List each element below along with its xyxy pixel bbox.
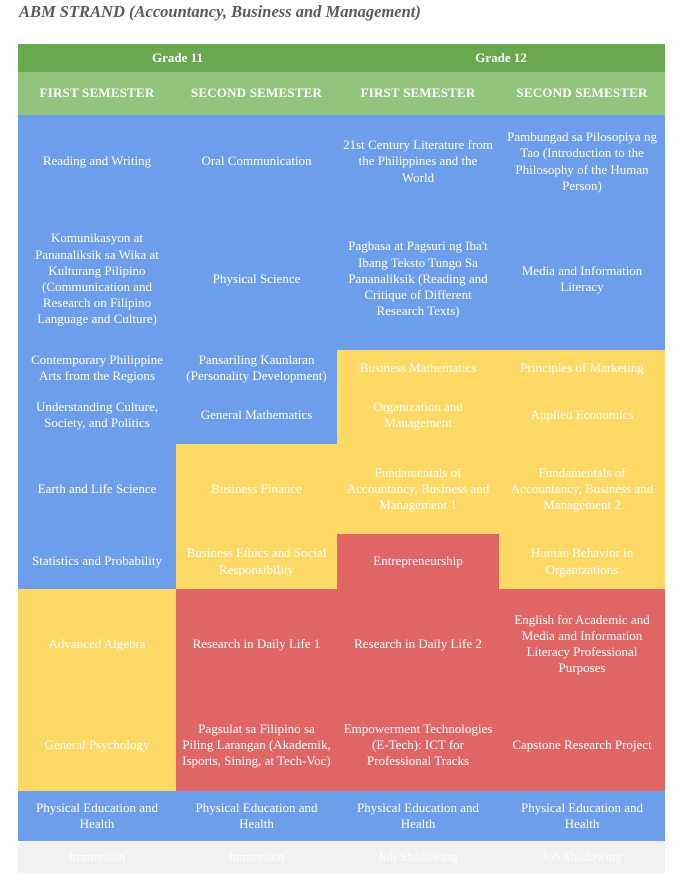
- semester-header: SECOND SEMESTER: [499, 72, 665, 115]
- grade-header-row: [18, 44, 665, 72]
- grade-12-header: Grade 12: [337, 44, 665, 72]
- subject-cell: Reading and Writing: [18, 115, 176, 208]
- subject-cell: General Psychology: [18, 699, 176, 791]
- grade-11-header: Grade 11: [18, 44, 337, 72]
- subject-cell: Business Finance: [176, 444, 337, 534]
- semester-header: SECOND SEMESTER: [176, 72, 337, 115]
- subject-cell: 21st Century Literature from the Philippines and the World: [337, 115, 499, 208]
- subject-cell: Pagsulat sa Filipino sa Piling Larangan (Akademik, Isports, Sining, at Tech-Voc): [176, 699, 337, 791]
- subject-row: [18, 208, 665, 350]
- curriculum-table: [18, 44, 665, 873]
- subject-cell: Physical Education and Health: [176, 791, 337, 841]
- subject-cell: Business Mathematics: [337, 350, 499, 386]
- subject-row: [18, 699, 665, 791]
- subject-cell: Physical Education and Health: [18, 791, 176, 841]
- subject-cell: Understanding Culture, Society, and Politics: [18, 386, 176, 444]
- subject-cell: Human Behavior in Organizations: [499, 534, 665, 589]
- subject-cell: Organization and Management: [337, 386, 499, 444]
- subject-cell: Fundamentals of Accountancy, Business and Management 1: [337, 444, 499, 534]
- subject-cell: Pagbasa at Pagsuri ng Iba't Ibang Teksto Tungo Sa Pananaliksik (Reading and Critique of Different Research Texts): [337, 208, 499, 350]
- subject-cell: Physical Education and Health: [337, 791, 499, 841]
- subject-cell: Research in Daily Life 1: [176, 589, 337, 699]
- subject-cell: Contemporary Philippine Arts from the Regions: [18, 350, 176, 386]
- subject-cell: Entrepreneurship: [337, 534, 499, 589]
- subject-row: [18, 350, 665, 386]
- subject-row: [18, 791, 665, 841]
- subject-cell: Komunikasyon at Pananaliksik sa Wika at Kulturang Pilipino (Communication and Research on Filipino Language and Culture): [18, 208, 176, 350]
- subject-cell: Applied Economics: [499, 386, 665, 444]
- subject-cell: Principles of Marketing: [499, 350, 665, 386]
- subject-cell: Oral Communication: [176, 115, 337, 208]
- subject-cell: Research in Daily Life 2: [337, 589, 499, 699]
- subject-row: [18, 115, 665, 208]
- subject-row: [18, 386, 665, 444]
- subject-cell: Business Ethics and Social Responsibility: [176, 534, 337, 589]
- subject-cell: Earth and Life Science: [18, 444, 176, 534]
- subject-cell: Empowerment Technologies (E-Tech): ICT for Professional Tracks: [337, 699, 499, 791]
- subject-cell: Capstone Research Project: [499, 699, 665, 791]
- semester-header: FIRST SEMESTER: [337, 72, 499, 115]
- semester-header: FIRST SEMESTER: [18, 72, 176, 115]
- subject-cell: Pansariling Kaunlaran (Personality Development): [176, 350, 337, 386]
- subject-cell: Media and Information Literacy: [499, 208, 665, 350]
- subject-cell: Immersion: [18, 841, 176, 873]
- subject-cell: English for Academic and Media and Information Literacy Professional Purposes: [499, 589, 665, 699]
- subject-cell: Physical Science: [176, 208, 337, 350]
- page-heading: ABM STRAND (Accountancy, Business and Management): [19, 2, 421, 21]
- subject-row: [18, 444, 665, 534]
- subject-row: [18, 534, 665, 589]
- subject-cell: Physical Education and Health: [499, 791, 665, 841]
- subject-row: [18, 841, 665, 873]
- subject-row: [18, 589, 665, 699]
- subject-cell: Job Shadowing: [337, 841, 499, 873]
- subject-cell: Advanced Algebra: [18, 589, 176, 699]
- subject-cell: Fundamentals of Accountancy, Business and Management 2: [499, 444, 665, 534]
- subject-cell: Job Shadowing: [499, 841, 665, 873]
- semester-header-row: [18, 72, 665, 115]
- subject-cell: Statistics and Probability: [18, 534, 176, 589]
- subject-cell: General Mathematics: [176, 386, 337, 444]
- subject-cell: Immersion: [176, 841, 337, 873]
- subject-cell: Pambungad sa Pilosopiya ng Tao (Introduction to the Philosophy of the Human Person): [499, 115, 665, 208]
